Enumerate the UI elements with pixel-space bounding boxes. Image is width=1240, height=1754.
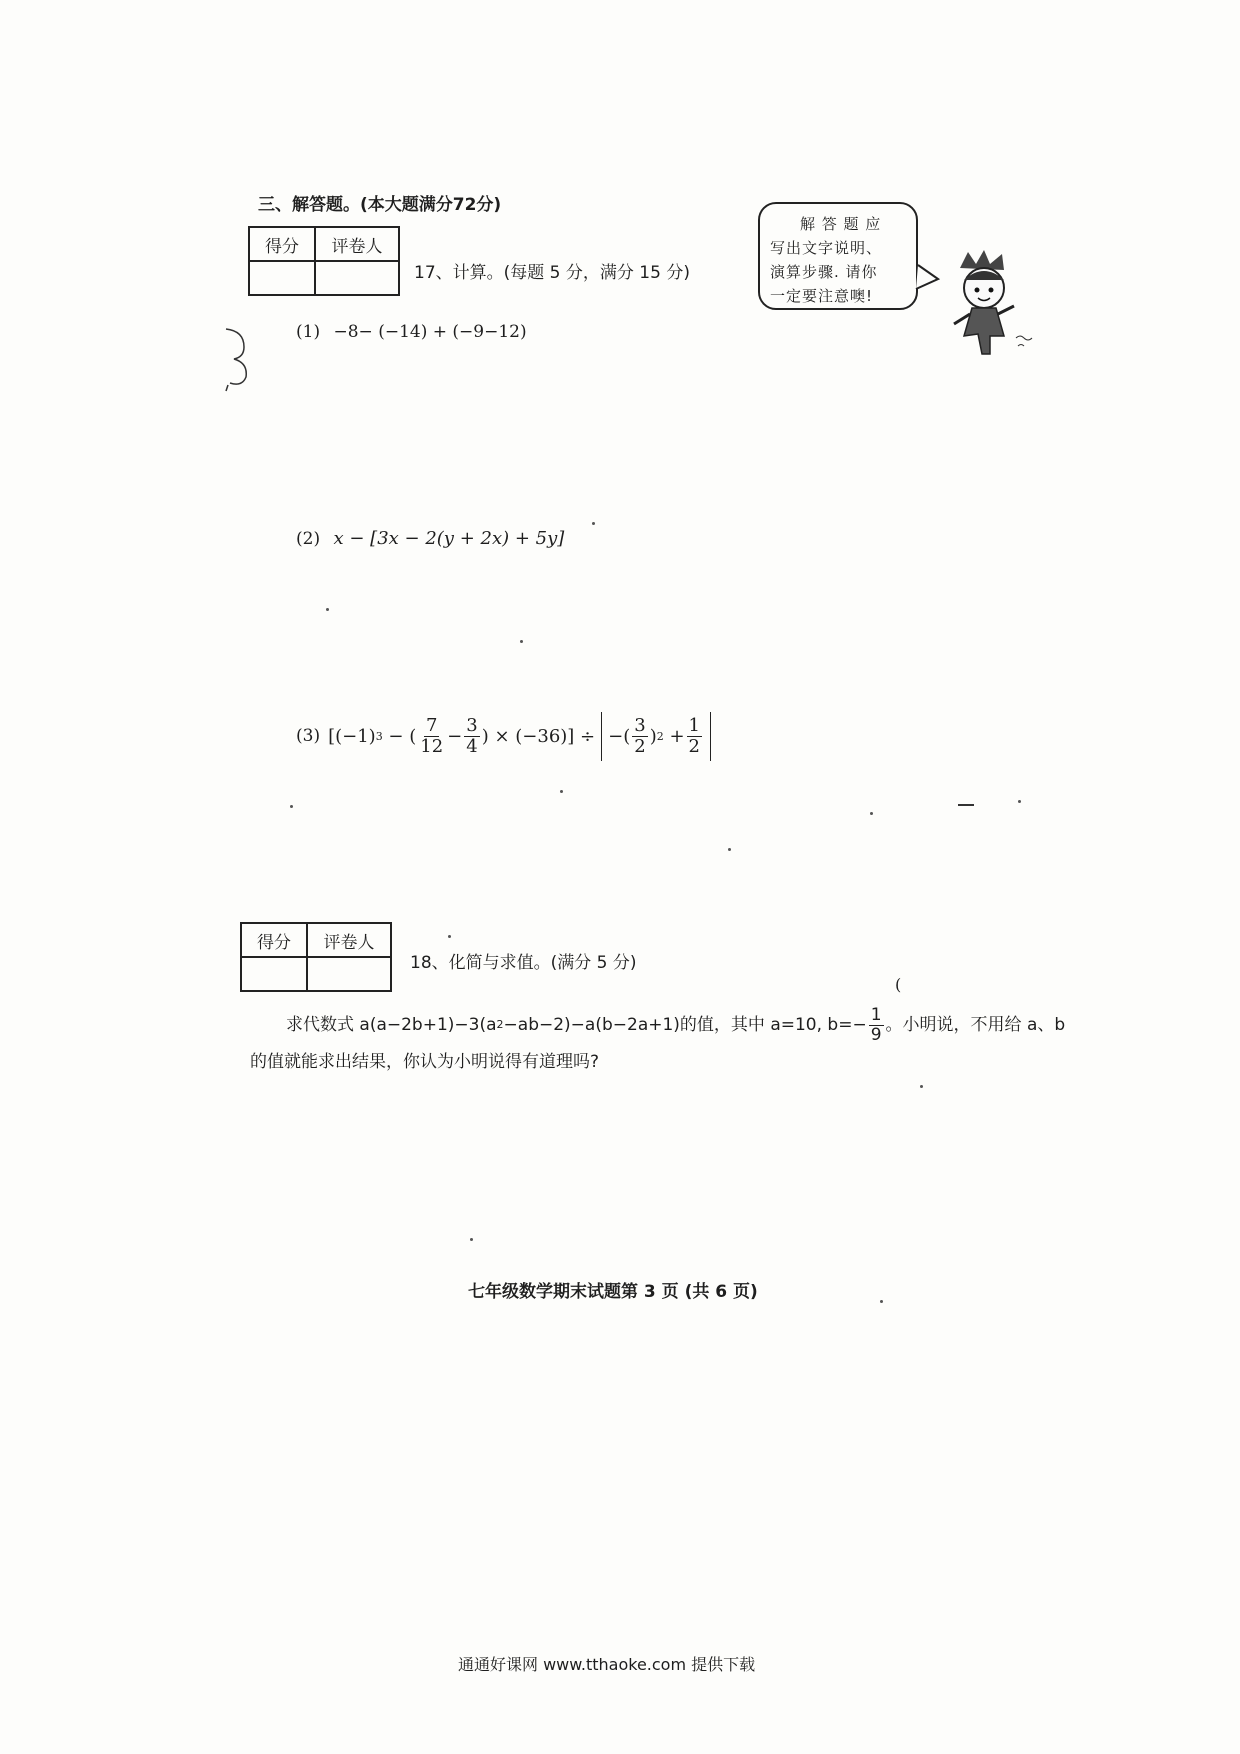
problem-17-1-label: (1): [296, 322, 321, 342]
fraction-3-4: $\frac{3}{4}$: [466, 715, 478, 757]
question-18-heading: 18、化简与求值。(满分 5 分): [410, 953, 637, 973]
scan-mark: (: [895, 975, 902, 994]
expr-part-b: − (: [382, 725, 417, 747]
section-title: 三、解答题。(本大题满分72分): [258, 195, 502, 215]
scan-speck: [1018, 800, 1021, 803]
problem-17-3: [296, 712, 711, 761]
score-cell: [249, 261, 315, 295]
scan-speck: [920, 1085, 923, 1088]
fraction-7-12: $\frac{7}{12}$: [420, 715, 444, 757]
binding-mark-icon: [222, 325, 252, 395]
score-table-17: [248, 226, 400, 296]
grader-cell: [315, 261, 399, 295]
expr-exponent-b: 2: [656, 729, 664, 743]
expr-part-c: ) × (−36)] ÷: [481, 725, 596, 747]
expr-plus: +: [663, 725, 685, 747]
grader-cell: [307, 957, 391, 991]
expr-abs-b: ): [649, 725, 657, 747]
fraction-1-9: $\frac{1}{9}$: [870, 1005, 882, 1045]
page-footer: 七年级数学期末试题第 3 页 (共 6 页): [468, 1282, 758, 1302]
scan-speck: [520, 640, 523, 643]
scan-speck: [448, 935, 451, 938]
question-18-line-2: 的值就能求出结果，你认为小明说得有道理吗?: [250, 1052, 600, 1073]
score-table-18: [240, 922, 392, 992]
watermark: 通通好课网 www.tthaoke.com 提供下载: [458, 1655, 756, 1674]
expr-part-a: [(−1): [328, 725, 376, 747]
problem-17-1: [296, 322, 527, 342]
score-header: 得分: [249, 227, 315, 261]
mascot-icon: [932, 250, 1042, 362]
bubble-line-4: 一定要注意噢!: [770, 287, 874, 305]
score-header: 得分: [241, 923, 307, 957]
absolute-value: [601, 712, 711, 761]
problem-17-2: [296, 528, 564, 549]
bubble-line-2: 写出文字说明、: [770, 239, 883, 257]
scan-speck: [560, 790, 563, 793]
scan-speck: [870, 812, 873, 815]
question-18-text: [250, 1005, 1066, 1078]
bubble-line-1: 解 答 题 应: [800, 215, 882, 233]
expr-exponent-a: 3: [375, 729, 383, 743]
expr-abs-a: −(: [608, 725, 631, 747]
question-18-line-1: 求代数式 a(a−2b+1)−3(a 2 −ab−2)−a(b−2a+1)的值，其中 a=10, b=− $\frac{1}{9}$ 。小明说，不用给 a、b: [286, 1005, 1066, 1045]
scan-speck: [880, 1300, 883, 1303]
scan-mark: [958, 804, 974, 806]
problem-17-3-expression: [328, 712, 711, 761]
problem-17-3-label: (3): [296, 726, 321, 747]
scan-speck: [326, 608, 329, 611]
grader-header: 评卷人: [307, 923, 391, 957]
reminder-bubble: [758, 202, 918, 310]
score-cell: [241, 957, 307, 991]
scan-speck: [470, 1238, 473, 1241]
scan-speck: [728, 848, 731, 851]
problem-17-2-expression: x − [3x − 2(y + 2x) + 5y]: [333, 528, 565, 549]
question-17-heading: 17、计算。(每题 5 分，满分 15 分): [414, 263, 690, 283]
fraction-1-2: $\frac{1}{2}$: [688, 715, 700, 757]
problem-17-2-label: (2): [296, 529, 321, 549]
scan-speck: [592, 522, 595, 525]
scan-speck: [290, 805, 293, 808]
grader-header: 评卷人: [315, 227, 399, 261]
expr-minus: −: [447, 725, 463, 747]
fraction-3-2: $\frac{3}{2}$: [634, 715, 646, 757]
problem-17-1-expression: −8− (−14) + (−9−12): [333, 322, 527, 342]
bubble-line-3: 演算步骤. 请你: [770, 263, 878, 281]
